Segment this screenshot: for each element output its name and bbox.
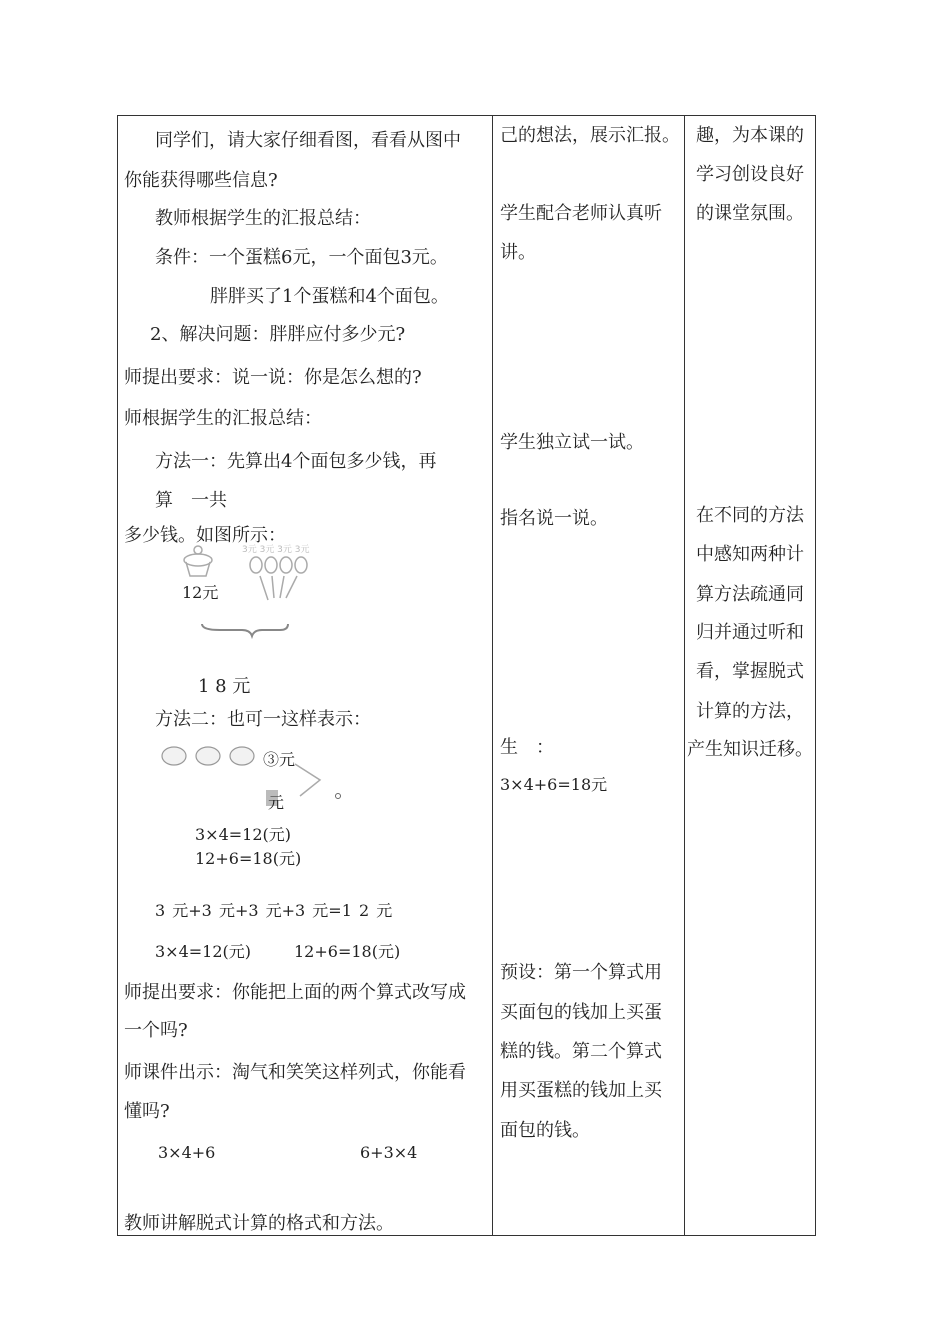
text-line: 胖胖买了1个蛋糕和4个面包。 [210,286,449,307]
text-line: 师提出要求：你能把上面的两个算式改写成 [124,982,466,1003]
text-line: 教师讲解脱式计算的格式和方法。 [124,1213,394,1234]
text-line: 计算的方法， [696,701,804,722]
text-line: 产生知识迁移。 [687,739,813,760]
text-line: 方法二：也可一这样表示： [155,709,371,730]
text-line: 用买蛋糕的钱加上买 [500,1080,662,1101]
text-line: 糕的钱。第二个算式 [500,1041,662,1062]
text-line: 算方法疏通同 [696,584,804,605]
text-line: 条件：一个蛋糕6元，一个面包3元。 [155,247,448,268]
text-line: 看，掌握脱式 [696,661,804,682]
text-line: 一个吗? [124,1020,188,1041]
equation: 3×4+6=18元 [500,775,608,794]
text-line: 学生配合老师认真听 [500,203,662,224]
text-line: 你能获得哪些信息? [124,170,278,191]
text-line: 师提出要求：说一说：你是怎么想的? [124,367,422,388]
text-line: 己的想法，展示汇报。 [500,125,680,146]
text-line: 学习创设良好 [696,164,804,185]
total-label: 1 8 元 [198,676,251,697]
text-line: 懂吗? [124,1101,170,1122]
bread-coin-icons [162,747,254,765]
column-divider [492,116,493,1235]
bread-sum-figure [160,742,350,807]
text-line: 趣，为本课的 [696,125,804,146]
equation: 3×4=12(元) [155,942,252,961]
text-line: 买面包的钱加上买蛋 [500,1002,662,1023]
text-line: 多少钱。如图所示： [124,525,286,546]
svg-text:3元 3元 3元 3元: 3元 3元 3元 3元 [242,545,310,555]
bread-icons [242,544,310,600]
text-line: 同学们，请大家仔细看图，看看从图中 [155,130,461,151]
expression: 6+3×4 [360,1143,418,1162]
yuan-label: 元 [268,793,285,812]
sum-line: 3 元+3 元+3 元+3 元=1 2 元 [155,901,393,920]
cake-price: 12元 [182,583,219,602]
text-line: 师根据学生的汇报总结： [124,408,322,429]
equation: 12+6=18(元) [294,942,401,961]
merge-arrow-icon [295,764,320,796]
text-line: 中感知两种计 [696,544,804,565]
text-line: 的课堂氛围。 [696,203,804,224]
circled-price: ③元 [263,750,296,769]
text-line: 预设：第一个算式用 [500,962,662,983]
brace-icon [202,624,288,636]
equation: 12+6=18(元) [195,849,302,868]
text-line: 归并通过听和 [696,622,804,643]
text-line: 2、解决问题：胖胖应付多少元? [150,324,406,345]
text-line: 方法一：先算出4个面包多少钱，再 [155,451,437,472]
text-line: 指名说一说。 [500,508,608,529]
text-line: 教师根据学生的汇报总结： [155,208,371,229]
text-line: 面包的钱。 [500,1120,590,1141]
expression: 3×4+6 [158,1143,216,1162]
text-line: 学生独立试一试。 [500,432,644,453]
text-line: 生 ： [500,737,554,758]
equation: 3×4=12(元) [195,825,292,844]
text-line: 在不同的方法 [696,505,804,526]
cake-icon [184,546,212,576]
text-line: 算 一共 [155,490,227,511]
text-line: 讲。 [500,242,536,263]
text-line: 师课件出示：淘气和笑笑这样列式，你能看 [124,1062,466,1083]
